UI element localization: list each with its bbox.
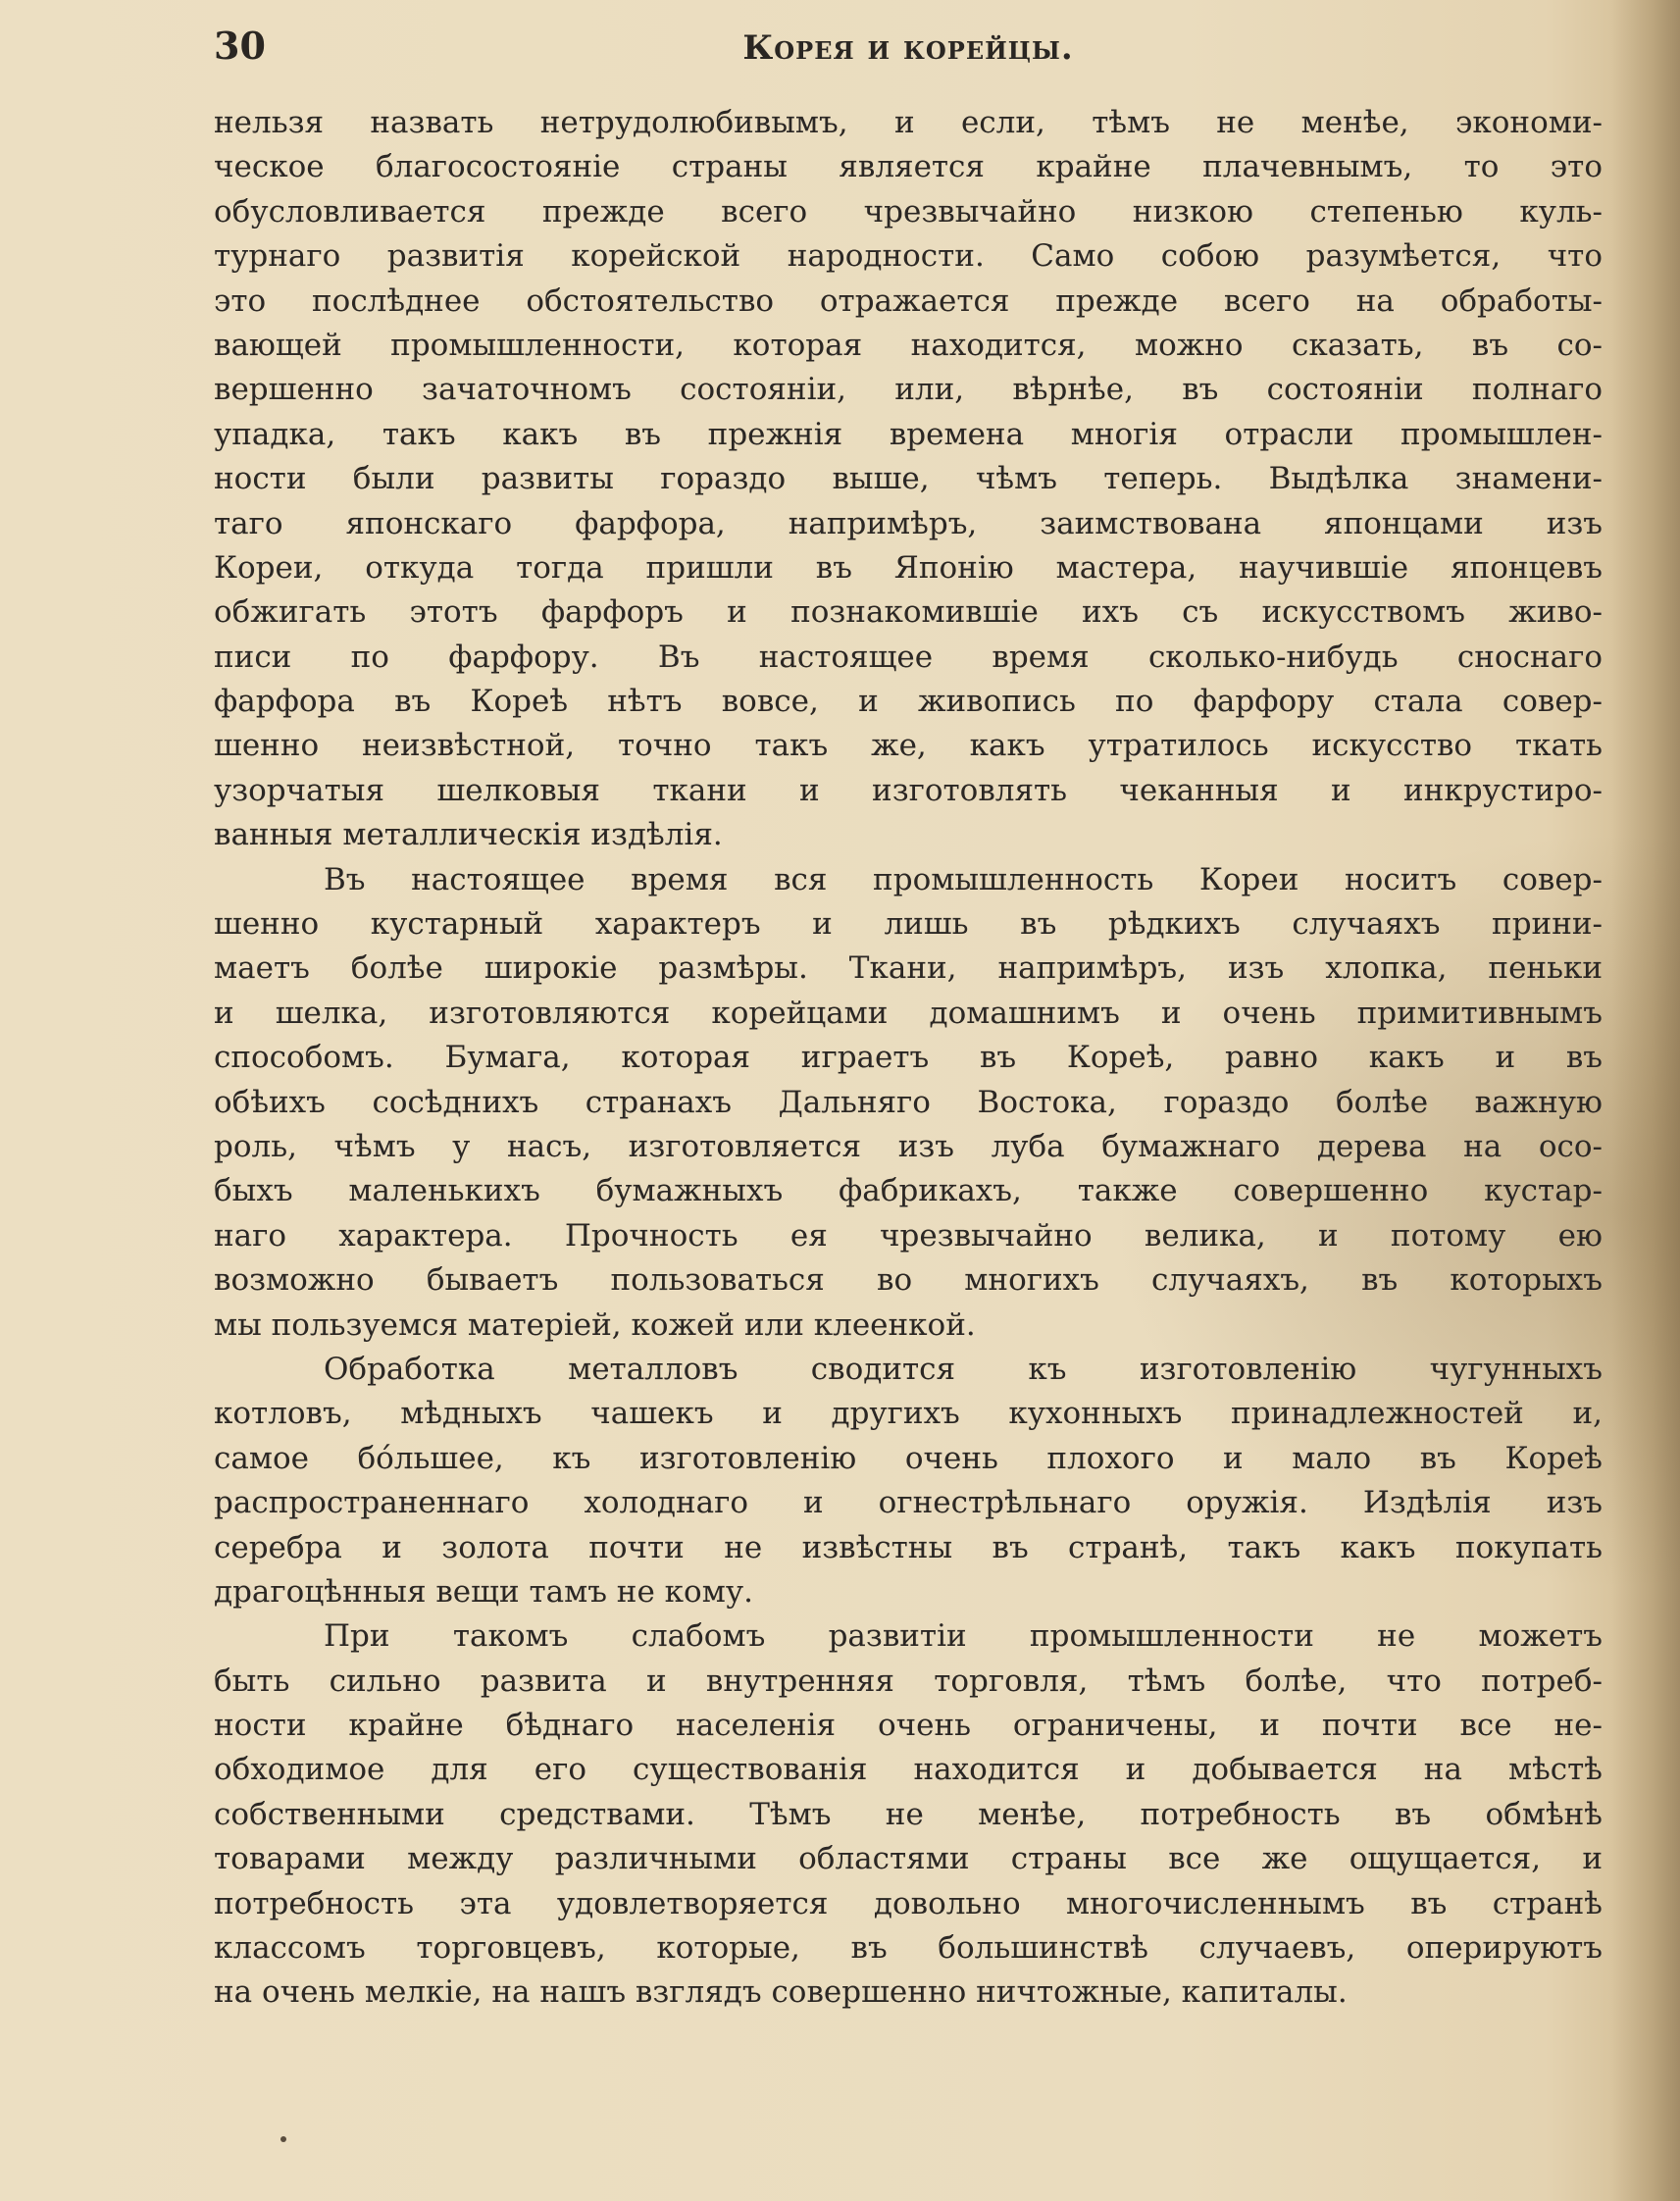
- text-line: узорчатыя шелковыя ткани и изготовлять чеканныя и инкрустиро-: [214, 772, 1603, 808]
- text-line: быхъ маленькихъ бумажныхъ фабрикахъ, также совершенно кустар-: [214, 1173, 1603, 1209]
- page-number: 30: [214, 24, 266, 68]
- text-line: ности были развиты гораздо выше, чѣмъ теперь. Выдѣлка знамени-: [214, 461, 1603, 497]
- text-line: таго японскаго фарфора, напримѣръ, заимствована японцами изъ: [214, 505, 1603, 541]
- text-line: писи по фарфору. Въ настоящее время сколько-нибудь сноснаго: [214, 639, 1603, 675]
- text-line: самое бо́льшее, къ изготовленію очень плохого и мало въ Кореѣ: [214, 1440, 1603, 1476]
- text-line: котловъ, мѣдныхъ чашекъ и другихъ кухонныхъ принадлежностей и,: [214, 1396, 1603, 1432]
- text-line: распространеннаго холоднаго и огнестрѣльнаго оружія. Издѣлія изъ: [214, 1485, 1603, 1521]
- text-line: Обработка металловъ сводится къ изготовленію чугунныхъ: [324, 1351, 1603, 1387]
- text-line: наго характера. Прочность ея чрезвычайно велика, и потому ею: [214, 1217, 1603, 1254]
- page-header: [214, 22, 1603, 80]
- text-line: маетъ болѣе широкіе размѣры. Ткани, напримѣръ, изъ хлопка, пеньки: [214, 950, 1603, 987]
- text-line: потребность эта удовлетворяется довольно многочисленнымъ въ странѣ: [214, 1885, 1603, 1921]
- text-line: нельзя назвать нетрудолюбивымъ, и если, тѣмъ не менѣе, экономи-: [214, 105, 1603, 140]
- text-line: и шелка, изготовляются корейцами домашнимъ и очень примитивнымъ: [214, 995, 1603, 1031]
- text-line: ванныя металлическія издѣлія.: [214, 817, 723, 853]
- text-line: обжигать этотъ фарфоръ и познакомившіе ихъ съ искусствомъ живо-: [214, 594, 1603, 631]
- text-line: обходимое для его существованія находится и добывается на мѣстѣ: [214, 1752, 1603, 1788]
- text-line: товарами между различными областями страны все же ощущается, и: [214, 1841, 1603, 1877]
- text-line: вершенно зачаточномъ состояніи, или, вѣрнѣе, въ состояніи полнаго: [214, 372, 1603, 408]
- text-line: на очень мелкіе, на нашъ взглядъ совершенно ничтожные, капиталы.: [214, 1974, 1348, 2011]
- text-line: фарфора въ Кореѣ нѣтъ вовсе, и живопись по фарфору стала совер-: [214, 684, 1603, 720]
- paper-speck: [280, 2136, 286, 2142]
- paragraph: [214, 1348, 1603, 1614]
- text-line: вающей промышленности, которая находится, можно сказать, въ со-: [214, 327, 1603, 363]
- text-line: возможно бываетъ пользоваться во многихъ случаяхъ, въ которыхъ: [214, 1262, 1603, 1299]
- text-line: При такомъ слабомъ развитіи промышленности не можетъ: [324, 1618, 1603, 1655]
- text-line: способомъ. Бумага, которая играетъ въ Кореѣ, равно какъ и въ: [214, 1040, 1603, 1076]
- page-gutter-shadow: [1611, 0, 1680, 2201]
- text-line: роль, чѣмъ у насъ, изготовляется изъ луба бумажнаго дерева на осо-: [214, 1128, 1603, 1164]
- paragraph: [214, 858, 1603, 1348]
- text-line: мы пользуемся матеріей, кожей или клеенкой.: [214, 1306, 976, 1343]
- text-line: шенно неизвѣстной, точно такъ же, какъ утратилось искусство ткать: [214, 728, 1603, 764]
- text-line: шенно кустарный характеръ и лишь въ рѣдкихъ случаяхъ прини-: [214, 906, 1603, 943]
- text-line: обусловливается прежде всего чрезвычайно низкою степенью куль-: [214, 193, 1603, 230]
- text-line: ности крайне бѣднаго населенія очень ограничены, и почти все не-: [214, 1708, 1603, 1744]
- text-line: серебра и золота почти не извѣстны въ странѣ, такъ какъ покупать: [214, 1529, 1603, 1565]
- body-text: [214, 101, 1603, 2016]
- text-line: собственными средствами. Тѣмъ не менѣе, потребность въ обмѣнѣ: [214, 1796, 1603, 1832]
- running-title: Корея и корейцы.: [742, 28, 1074, 68]
- text-line: обѣихъ сосѣднихъ странахъ Дальняго Востока, гораздо болѣе важную: [214, 1084, 1603, 1120]
- text-line: драгоцѣнныя вещи тамъ не кому.: [214, 1573, 753, 1610]
- paragraph: [214, 1614, 1603, 2016]
- text-line: ческое благосостояніе страны является крайне плачевнымъ, то это: [214, 149, 1603, 185]
- text-line: это послѣднее обстоятельство отражается прежде всего на обработы-: [214, 282, 1603, 319]
- text-line: классомъ торговцевъ, которые, въ большинствѣ случаевъ, оперируютъ: [214, 1930, 1603, 1967]
- text-line: упадка, такъ какъ въ прежнія времена многія отрасли промышлен-: [214, 416, 1603, 452]
- text-line: Кореи, откуда тогда пришли въ Японію мастера, научившіе японцевъ: [214, 549, 1603, 586]
- paragraph: [214, 101, 1603, 858]
- text-line: быть сильно развита и внутренняя торговля, тѣмъ болѣе, что потреб-: [214, 1663, 1603, 1699]
- text-line: Въ настоящее время вся промышленность Кореи носитъ совер-: [324, 861, 1603, 897]
- text-line: турнаго развитія корейской народности. Само собою разумѣется, что: [214, 238, 1603, 275]
